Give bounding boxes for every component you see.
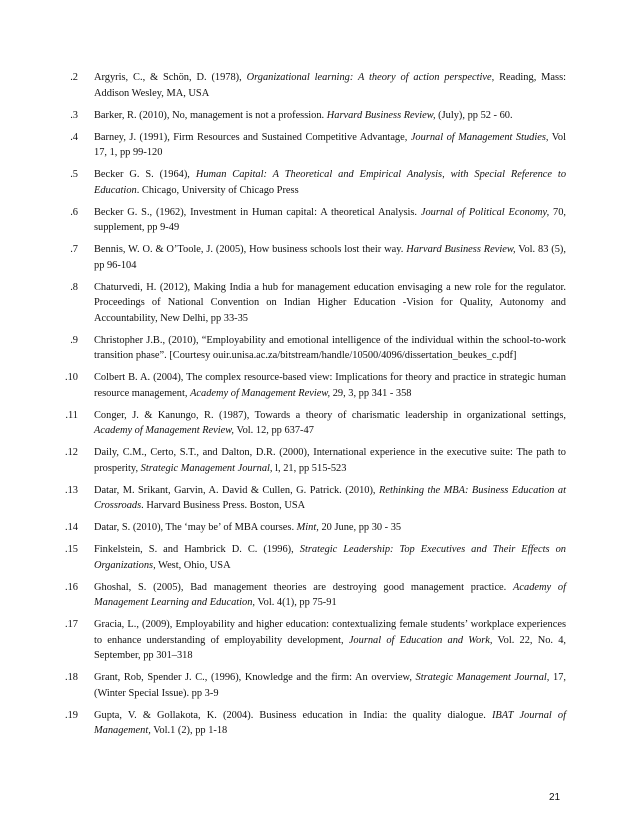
reference-text: Chaturvedi, H. (2012), Making India a hub for management education envisaging a new role for the regulator. Proceedings of National Convention on Indian Higher Education -Vision for Quality, Autonomy and Accountability, New Delhi, pp 33-35 bbox=[94, 281, 566, 324]
reference-text: Barker, R. (2010), No, management is not a profession. bbox=[94, 109, 327, 121]
reference-item: 6. Becker G. S., (1962), Investment in Human capital: A theoretical Analysis. Journal of Political Economy, 70, supplement, pp 9-49 bbox=[70, 206, 566, 233]
reference-item: 4. Barney, J. (1991), Firm Resources and Sustained Competitive Advantage, Journal of Management Studies, Vol 17, 1, pp 99-120 bbox=[70, 131, 567, 158]
reference-item: 15. Finkelstein, S. and Hambrick D. C. (1996), Strategic Leadership: Top Executives and Their Effects on Organizations, West, Ohio, USA bbox=[65, 544, 566, 571]
reference-item: 11. Conger, J. & Kanungo, R. (1987), Towards a theory of charismatic leadership in organizational settings, Academy of Management Review, Vol. 12, pp 637-47 bbox=[65, 409, 566, 436]
reference-italic-title: Journal of Management Studies, bbox=[410, 131, 549, 143]
reference-italic-title: Harvard Business Review, bbox=[406, 244, 516, 255]
reference-details: Vol. 4(1), pp 75-91 bbox=[255, 597, 337, 608]
page-number: 21 bbox=[549, 792, 561, 803]
reference-details: 70, supplement, pp 9-49 bbox=[94, 206, 566, 233]
reference-italic-title: Academy of Management Learning and Education, bbox=[94, 581, 566, 608]
reference-text: Conger, J. & Kanungo, R. (1987), Towards a theory of charismatic leadership in organizational settings, bbox=[94, 409, 566, 421]
reference-details: West, Ohio, USA bbox=[155, 559, 231, 571]
reference-details: l, 21, pp 515-523 bbox=[272, 462, 347, 474]
reference-text: Gracia, L., (2009), Employability and higher education: contextualizing female students’ workplace experiences to enhance understanding of employability development, bbox=[94, 619, 566, 646]
reference-item: 5. Becker G. S. (1964), Human Capital: A Theoretical and Empirical Analysis, with Special Reference to Education. Chicago, University of Chicago Press bbox=[70, 169, 567, 196]
reference-details: . Harvard Business Press. Boston, USA bbox=[141, 500, 306, 511]
reference-item: 10. Colbert B. A. (2004), The complex resource-based view: Implications for theory and practice in strategic human resource management, Academy of Management Review, 29, 3, pp 341 - 358 bbox=[65, 372, 566, 399]
reference-text: Daily, C.M., Certo, S.T., and Dalton, D.R. (2000), International experience in the executive suite: The path to prosperity, bbox=[94, 447, 566, 474]
reference-italic-title: Organizational learning: A theory of action perspective, bbox=[246, 72, 495, 83]
reference-item: 13. Datar, M. Srikant, Garvin, A. David & Cullen, G. Patrick. (2010), Rethinking the MBA: Business Education at Crossroads. Harvard Business Press. Boston, USA bbox=[65, 484, 566, 511]
reference-item: 8. Chaturvedi, H. (2012), Making India a hub for management education envisaging a new role for the regulator. Proceedings of National Convention on Indian Higher Education -Vision for Quality, Autonomy and Accountability, New Delhi, pp 33-35 bbox=[70, 281, 566, 324]
reference-details: (July), pp 52 - 60. bbox=[435, 109, 513, 121]
reference-italic-title: Journal of Education and Work, bbox=[348, 634, 493, 646]
reference-details: Reading, Mass: Addison Wesley, MA, USA bbox=[94, 72, 566, 99]
reference-item: 9. Christopher J.B., (2010), “Employability and emotional intelligence of the individual within the school-to-work transition phase”. [Courtesy ouir.unisa.ac.za/bitstream/handle/10500/4096/dissertation_beukes_c.pdf] bbox=[70, 334, 566, 361]
reference-text: Barney, J. (1991), Firm Resources and Sustained Competitive Advantage, bbox=[94, 131, 411, 143]
reference-details: Vol. 83 (5), pp 96-104 bbox=[94, 244, 566, 271]
reference-text: Datar, M. Srikant, Garvin, A. David & Cullen, G. Patrick. (2010), bbox=[94, 484, 379, 496]
reference-italic-title: IBAT Journal of Management, bbox=[94, 709, 566, 736]
reference-text: Christopher J.B., (2010), “Employability and emotional intelligence of the individual within the school-to-work transition phase”. [Courtesy ouir.unisa.ac.za/bitstream/handle/10500/4096/dissertation_beukes_c.pdf] bbox=[94, 334, 566, 361]
reference-details: Vol 17, 1, pp 99-120 bbox=[94, 131, 567, 158]
reference-text: Grant, Rob, Spender J. C., (1996), Knowledge and the firm: An overview, bbox=[94, 672, 416, 683]
reference-details: Vol. 12, pp 637-47 bbox=[234, 425, 314, 436]
reference-details: Vol.1 (2), pp 1-18 bbox=[150, 725, 228, 736]
reference-italic-title: Human Capital: A Theoretical and Empirical Analysis, with Special Reference to Education bbox=[94, 169, 567, 196]
reference-details: . Chicago, University of Chicago Press bbox=[136, 184, 299, 196]
reference-item: 12. Daily, C.M., Certo, S.T., and Dalton, D.R. (2000), International experience in the executive suite: The path to prosperity, Strategic Management Journal, l, 21, pp 515-523 bbox=[65, 447, 566, 474]
reference-italic-title: Rethinking the MBA: Business Education at Crossroads bbox=[94, 484, 566, 511]
reference-text: Becker G. S. (1964), bbox=[94, 169, 196, 180]
reference-details: 20 June, pp 30 - 35 bbox=[318, 522, 402, 533]
reference-italic-title: Academy of Management Review, bbox=[190, 387, 331, 399]
reference-item: 17. Gracia, L., (2009), Employability and higher education: contextualizing female students’ workplace experiences to enhance understanding of employability development, Journal of Education and Work, Vol. 22, No. 4, September, pp 301–318 bbox=[65, 619, 566, 661]
reference-item: 19. Gupta, V. & Gollakota, K. (2004). Business education in India: the quality dialogue. IBAT Journal of Management, Vol.1 (2), pp 1-18 bbox=[65, 709, 566, 736]
reference-text: Datar, S. (2010), The ‘may be’ of MBA courses. bbox=[94, 522, 297, 533]
reference-item: 7. Bennis, W. O. & O’Toole, J. (2005), How business schools lost their way. Harvard Business Review, Vol. 83 (5), pp 96-104 bbox=[70, 244, 566, 271]
reference-text: Becker G. S., (1962), Investment in Human capital: A theoretical Analysis. bbox=[94, 206, 421, 218]
reference-details: Vol. 22, No. 4, September, pp 301–318 bbox=[94, 634, 566, 661]
reference-item: 16. Ghoshal, S. (2005), Bad management theories are destroying good management practice. Academy of Management Learning and Education, Vol. 4(1), pp 75-91 bbox=[65, 581, 566, 608]
reference-text: Finkelstein, S. and Hambrick D. C. (1996), bbox=[94, 544, 300, 555]
reference-details: 17, (Winter Special Issue). pp 3-9 bbox=[94, 672, 566, 699]
reference-item: 18. Grant, Rob, Spender J. C., (1996), Knowledge and the firm: An overview, Strategic Management Journal, 17, (Winter Special Issue). pp 3-9 bbox=[65, 672, 566, 699]
reference-text: Ghoshal, S. (2005), Bad management theories are destroying good management practice. bbox=[94, 581, 514, 593]
reference-text: Bennis, W. O. & O’Toole, J. (2005), How business schools lost their way. bbox=[94, 244, 407, 255]
reference-italic-title: Strategic Leadership: Top Executives and Their Effects on Organizations, bbox=[94, 544, 566, 571]
reference-text: Colbert B. A. (2004), The complex resource-based view: Implications for theory and practice in strategic human resource management, bbox=[94, 372, 566, 399]
reference-text: Gupta, V. & Gollakota, K. (2004). Business education in India: the quality dialogue. bbox=[94, 709, 492, 721]
reference-item: 3. Barker, R. (2010), No, management is not a profession. Harvard Business Review, (July), pp 52 - 60. bbox=[70, 109, 513, 121]
reference-italic-title: Mint, bbox=[296, 522, 319, 533]
reference-item: 14. Datar, S. (2010), The ‘may be’ of MBA courses. Mint, 20 June, pp 30 - 35 bbox=[65, 522, 402, 533]
reference-details: 29, 3, pp 341 - 358 bbox=[330, 387, 412, 399]
reference-italic-title: Journal of Political Economy, bbox=[420, 206, 550, 218]
reference-italic-title: Academy of Management Review, bbox=[94, 425, 235, 436]
reference-italic-title: Strategic Management Journal, bbox=[415, 672, 550, 683]
reference-item: 2. Argyris, C., & Schön, D. (1978), Organizational learning: A theory of action perspective, Reading, Mass: Addison Wesley, MA, USA bbox=[70, 72, 566, 99]
reference-text: Argyris, C., & Schön, D. (1978), bbox=[94, 72, 247, 83]
reference-italic-title: Harvard Business Review, bbox=[326, 109, 436, 121]
reference-italic-title: Strategic Management Journal, bbox=[140, 462, 273, 474]
reference-list bbox=[65, 70, 567, 745]
